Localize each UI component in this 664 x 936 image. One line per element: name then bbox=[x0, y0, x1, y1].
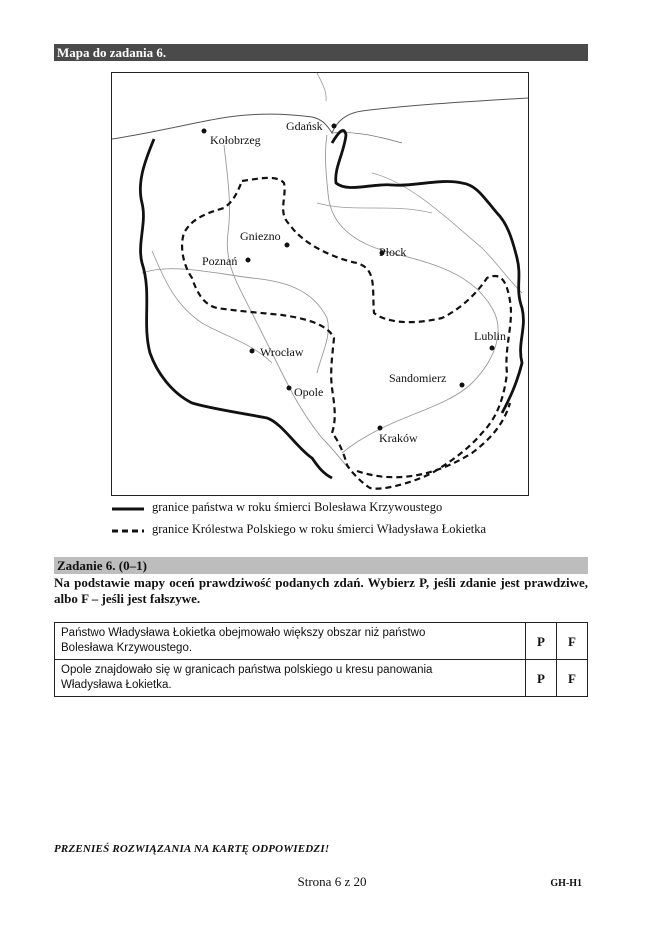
map-section-header: Mapa do zadania 6. bbox=[54, 44, 588, 61]
statement-line: Państwo Władysława Łokietka obejmowało większy obszar niż państwo bbox=[61, 627, 426, 639]
city-dot-gdansk bbox=[332, 124, 337, 129]
city-dot-poznan bbox=[246, 258, 251, 263]
city-label: Płock bbox=[379, 245, 407, 259]
city-dot-wroclaw bbox=[250, 349, 255, 354]
true-false-table bbox=[54, 622, 588, 697]
task-instruction: Na podstawie mapy oceń prawdziwość podanych zdań. Wybierz P, jeśli zdanie jest prawdziwe, albo F – jeśli jest fałszywe. bbox=[54, 575, 588, 606]
dashed-line-symbol bbox=[112, 529, 144, 533]
city-dot-sandomierz bbox=[460, 383, 465, 388]
city-label: Kołobrzeg bbox=[210, 133, 261, 147]
statement-line: Władysława Łokietka. bbox=[61, 679, 172, 691]
vistula-lagoon bbox=[332, 132, 402, 143]
river-top bbox=[317, 73, 326, 101]
solid-line-symbol bbox=[112, 507, 144, 511]
city-dot-lublin bbox=[490, 346, 495, 351]
map-svg bbox=[112, 73, 528, 495]
city-label: Opole bbox=[294, 385, 324, 399]
city-label: Gdańsk bbox=[286, 119, 323, 133]
statement-cell bbox=[55, 623, 526, 660]
option-true-button[interactable]: P bbox=[526, 660, 557, 697]
table-row bbox=[55, 660, 588, 697]
river-vistula bbox=[325, 135, 498, 453]
page-number: Strona 6 z 20 bbox=[297, 874, 367, 889]
option-false-button[interactable]: F bbox=[557, 660, 588, 697]
option-true-button[interactable]: P bbox=[526, 623, 557, 660]
city-dot-opole bbox=[287, 386, 292, 391]
city-dot-krakow bbox=[378, 426, 383, 431]
statement-cell bbox=[55, 660, 526, 697]
exam-code: GH-H1 bbox=[550, 878, 582, 889]
historical-map bbox=[111, 72, 529, 496]
city-dot-gniezno bbox=[285, 243, 290, 248]
river-odra bbox=[224, 145, 348, 468]
city-label: Lublin bbox=[474, 329, 506, 343]
transfer-answers-note: PRZENIEŚ ROZWIĄZANIA NA KARTĘ ODPOWIEDZI! bbox=[54, 843, 330, 855]
city-label: Poznań bbox=[202, 254, 238, 268]
border-lokietek bbox=[182, 178, 511, 489]
city-label: Sandomierz bbox=[389, 371, 447, 385]
legend-dashed-label: granice Królestwa Polskiego w roku śmierci Władysława Łokietka bbox=[152, 522, 487, 536]
option-false-button[interactable]: F bbox=[557, 623, 588, 660]
river-bug bbox=[372, 173, 522, 293]
city-label: Kraków bbox=[379, 431, 418, 445]
legend-solid-label: granice państwa w roku śmierci Bolesława Krzywoustego bbox=[152, 500, 443, 514]
statement-line: Bolesława Krzywoustego. bbox=[61, 642, 193, 654]
city-label: Wrocław bbox=[260, 345, 304, 359]
city-label: Gniezno bbox=[240, 229, 281, 243]
border-krzywousty bbox=[140, 130, 523, 478]
task-header: Zadanie 6. (0–1) bbox=[54, 557, 588, 574]
table-row bbox=[55, 623, 588, 660]
statement-line: Opole znajdowało się w granicach państwa polskiego u kresu panowania bbox=[61, 664, 433, 676]
city-dot-kolobrzeg bbox=[202, 129, 207, 134]
river-notec bbox=[317, 203, 432, 213]
